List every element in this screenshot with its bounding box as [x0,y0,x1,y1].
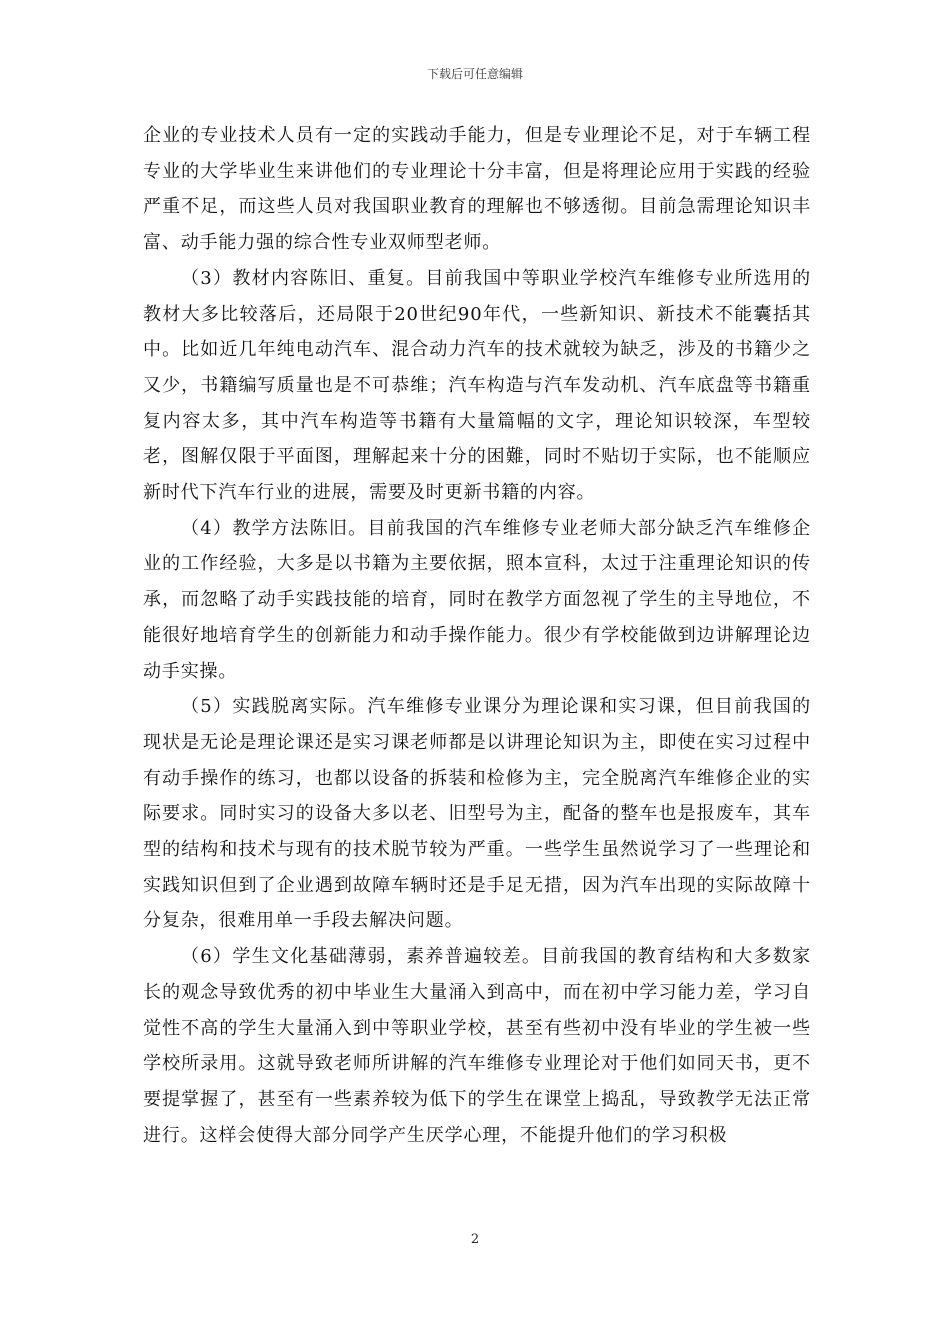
paragraph-practice-gap: （5）实践脱离实际。汽车维修专业课分为理论课和实习课，但目前我国的现状是无论是理论课还是实习课老师都是以讲理论知识为主，即使在实习过程中有动手操作的练习，也都以设备的拆装和检修为主，完全脱离汽车维修企业的实际要求。同时实习的设备大多以老、旧型号为主，配备的整车也是报废车，其车型的结构和技术与现有的技术脱节较为严重。一些学生虽然说学习了一些理论和实践知识但到了企业遇到故障车辆时还是手足无措，因为汽车出现的实际故障十分复杂，很难用单一手段去解决问题。 [143,696,811,932]
page-number: 2 [470,1232,480,1247]
paragraph-continuation: 企业的专业技术人员有一定的实践动手能力，但是专业理论不足，对于车辆工程专业的大学毕业生来讲他们的专业理论十分丰富，但是将理论应用于实践的经验严重不足，而这些人员对我国职业教育的理解也不够透彻。目前急需理论知识丰富、动手能力强的综合性专业双师型老师。 [143,125,811,254]
paragraph-weak-student-foundation: （6）学生文化基础薄弱，素养普遍较差。目前我国的教育结构和大多数家长的观念导致优秀的初中毕业生大量涌入到高中，而在初中学习能力差，学习自觉性不高的学生大量涌入到中等职业学校，甚至有些初中没有毕业的学生被一些学校所录用。这就导致老师所讲解的汽车维修专业理论对于他们如同天书，更不要提掌握了，甚至有一些素养较为低下的学生在课堂上捣乱，导致教学无法正常进行。这样会使得大部分同学产生厌学心理，不能提升他们的学习积极 [143,946,811,1146]
paragraph-outdated-teaching-methods: （4）教学方法陈旧。目前我国的汽车维修专业老师大部分缺乏汽车维修企业的工作经验，大多是以书籍为主要依据，照本宣科，太过于注重理论知识的传承，而忽略了动手实践技能的培育，同时在教学方面忽视了学生的主导地位，不能很好地培育学生的创新能力和动手操作能力。很少有学校能做到边讲解理论边动手实操。 [143,517,811,682]
page-header: 下载后可任意编辑 [426,67,523,81]
document-body [143,118,811,1153]
paragraph-outdated-textbooks: （3）教材内容陈旧、重复。目前我国中等职业学校汽车维修专业所选用的教材大多比较落后，还局限于20世纪90年代，一些新知识、新技术不能囊括其中。比如近几年纯电动汽车、混合动力汽车的技术就较为缺乏，涉及的书籍少之又少，书籍编写质量也是不可恭维；汽车构造与汽车发动机、汽车底盘等书籍重复内容太多，其中汽车构造等书籍有大量篇幅的文字，理论知识较深，车型较老，图解仅限于平面图，理解起来十分的困難，同时不贴切于实际，也不能顺应新时代下汽车行业的进展，需要及时更新书籍的内容。 [143,267,811,504]
